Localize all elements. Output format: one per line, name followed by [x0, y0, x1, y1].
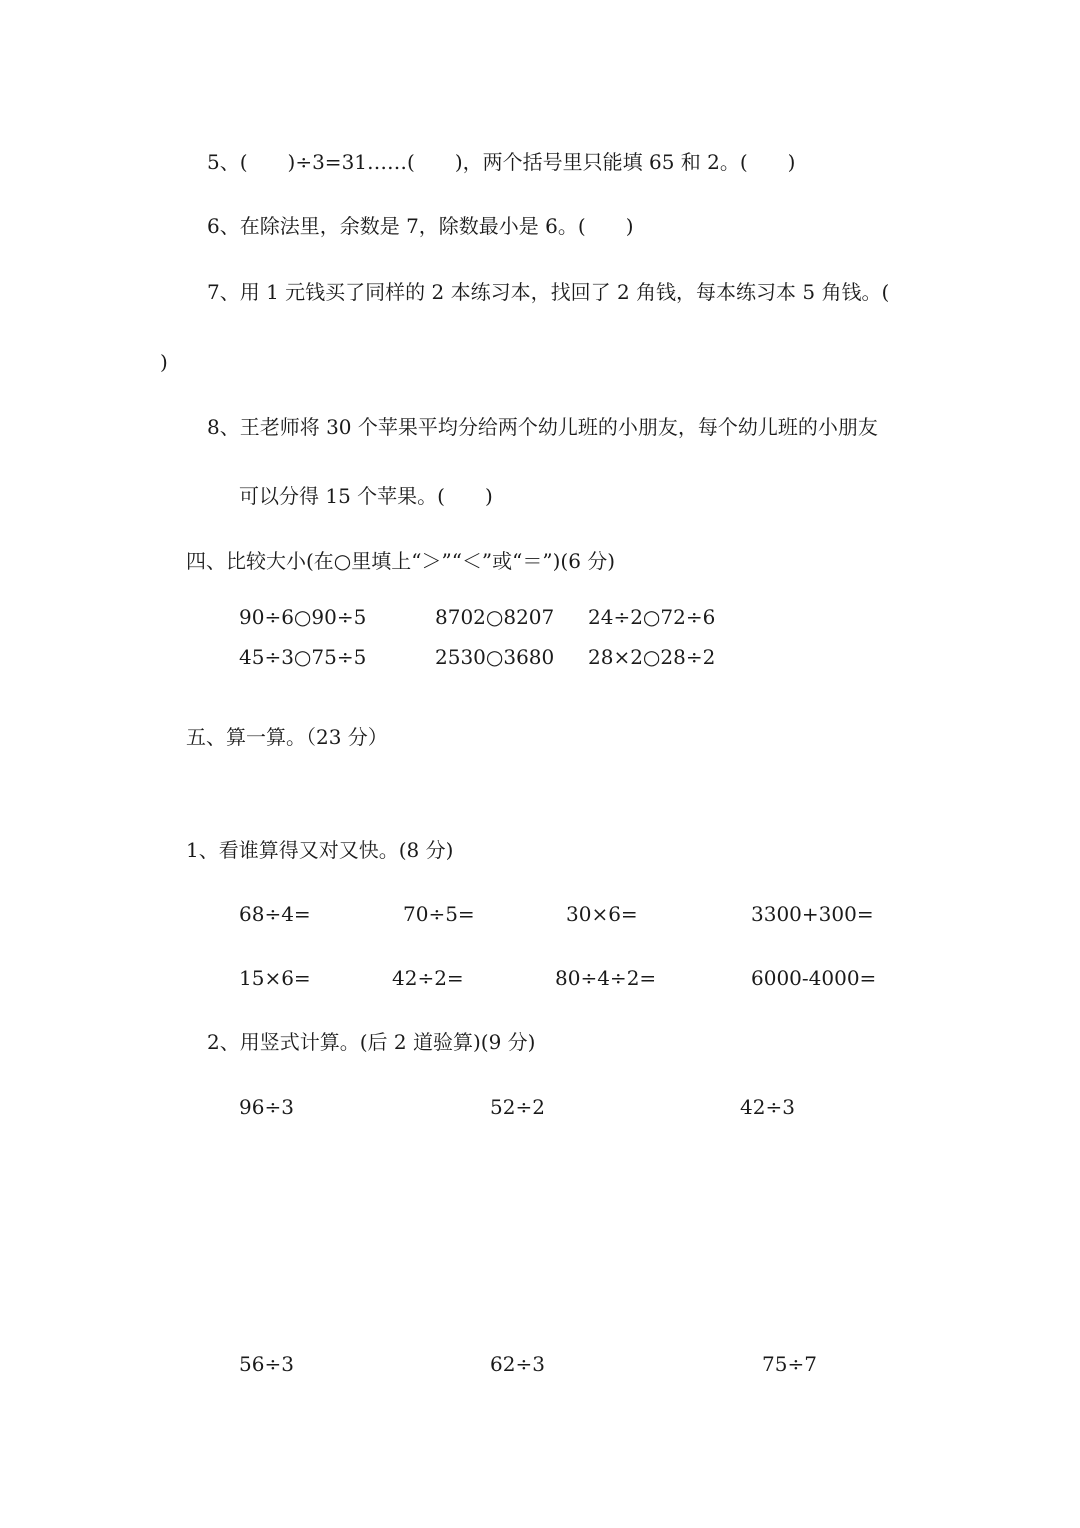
vertical-calc-item: 96÷3 — [239, 1095, 294, 1119]
compare-item: 28×2○28÷2 — [588, 645, 716, 669]
vertical-calc-item: 75÷7 — [762, 1352, 817, 1376]
part2-heading: 2、用竖式计算。(后 2 道验算)(9 分) — [207, 1030, 536, 1054]
mental-calc-item: 15×6= — [239, 966, 311, 990]
judge-q7-line2: ) — [160, 350, 168, 374]
vertical-calc-item: 52÷2 — [490, 1095, 545, 1119]
mental-calc-item: 3300+300= — [751, 902, 874, 926]
compare-item: 8702○8207 — [435, 605, 555, 629]
mental-calc-item: 80÷4÷2= — [555, 966, 657, 990]
mental-calc-item: 42÷2= — [392, 966, 464, 990]
mental-calc-item: 6000-4000= — [751, 966, 877, 990]
judge-q5: 5、( )÷3=31……( )，两个括号里只能填 65 和 2。( ) — [207, 150, 796, 174]
compare-item: 45÷3○75÷5 — [239, 645, 367, 669]
judge-q8-line2: 可以分得 15 个苹果。( ) — [239, 484, 493, 508]
judge-q7-line1: 7、用 1 元钱买了同样的 2 本练习本，找回了 2 角钱，每本练习本 5 角钱。( — [207, 280, 890, 304]
compare-item: 24÷2○72÷6 — [588, 605, 716, 629]
compare-item: 2530○3680 — [435, 645, 555, 669]
part1-heading: 1、看谁算得又对又快。(8 分) — [186, 838, 454, 862]
section5-heading: 五、算一算。（23 分） — [186, 725, 388, 749]
vertical-calc-item: 56÷3 — [239, 1352, 294, 1376]
mental-calc-item: 68÷4= — [239, 902, 311, 926]
judge-q8-line1: 8、王老师将 30 个苹果平均分给两个幼儿班的小朋友，每个幼儿班的小朋友 — [207, 415, 878, 439]
vertical-calc-item: 62÷3 — [490, 1352, 545, 1376]
mental-calc-item: 70÷5= — [403, 902, 475, 926]
mental-calc-item: 30×6= — [566, 902, 638, 926]
judge-q6: 6、在除法里，余数是 7，除数最小是 6。( ) — [207, 214, 634, 238]
vertical-calc-item: 42÷3 — [740, 1095, 795, 1119]
compare-item: 90÷6○90÷5 — [239, 605, 367, 629]
section4-heading: 四、比较大小(在○里填上“＞”“＜”或“＝”)(6 分) — [186, 549, 616, 573]
